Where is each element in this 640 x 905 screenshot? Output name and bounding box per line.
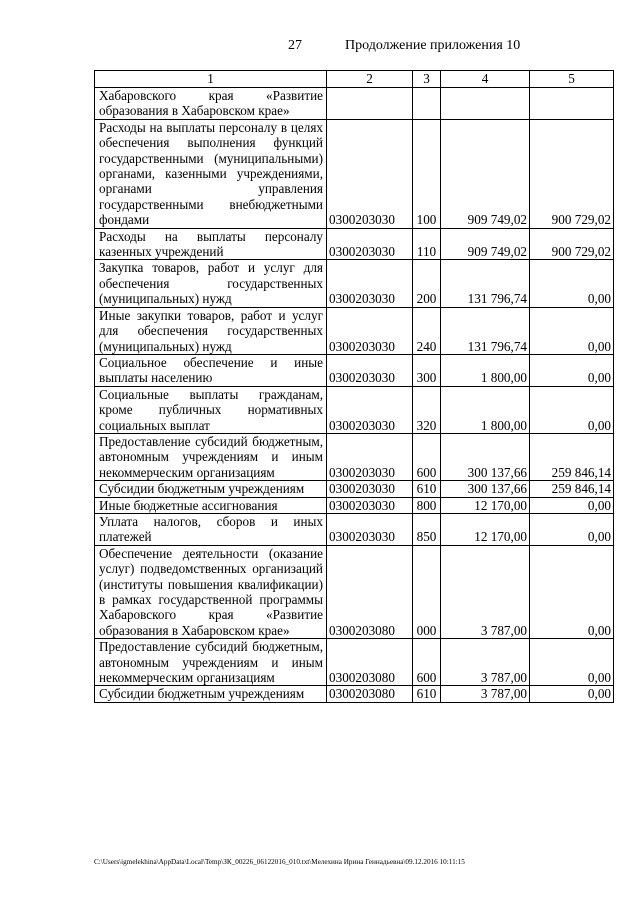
expense-type-cell: 850: [413, 513, 441, 545]
column-header: 5: [530, 71, 614, 88]
table-row: [95, 639, 614, 686]
target-code-cell: 0300203030: [327, 386, 413, 433]
row-name-cell: Субсидии бюджетным учреждениям: [95, 686, 327, 702]
table-row: [95, 260, 614, 307]
amount-cell: 0,00: [530, 686, 614, 702]
amount-cell: 0,00: [530, 386, 614, 433]
amount-cell: 1 800,00: [441, 354, 530, 386]
target-code-cell: 0300203030: [327, 497, 413, 513]
row-name-cell: Иные закупки товаров, работ и услуг для обеспечения государственных (муниципальных) нужд: [95, 307, 327, 354]
target-code-cell: [327, 88, 413, 120]
target-code-cell: 0300203030: [327, 481, 413, 497]
row-name-cell: Социальные выплаты гражданам, кроме публичных нормативных социальных выплат: [95, 386, 327, 433]
column-header: 2: [327, 71, 413, 88]
amount-cell: 131 796,74: [441, 307, 530, 354]
row-name-cell: Расходы на выплаты персоналу в целях обеспечения выполнения функций государственными (муниципальными) органами, казенными учреждениями, органами управления государственными внебюджетными фондами: [95, 119, 327, 228]
expense-type-cell: 320: [413, 386, 441, 433]
target-code-cell: 0300203030: [327, 119, 413, 228]
table-row: [95, 354, 614, 386]
target-code-cell: 0300203030: [327, 433, 413, 480]
target-code-cell: 0300203030: [327, 228, 413, 260]
table-row: [95, 545, 614, 638]
budget-table-body: [95, 71, 614, 703]
table-row: [95, 433, 614, 480]
target-code-cell: 0300203080: [327, 545, 413, 638]
amount-cell: 1 800,00: [441, 386, 530, 433]
amount-cell: 900 729,02: [530, 119, 614, 228]
row-name-cell: Расходы на выплаты персоналу казенных учреждений: [95, 228, 327, 260]
expense-type-cell: 200: [413, 260, 441, 307]
amount-cell: 259 846,14: [530, 481, 614, 497]
amount-cell: 0,00: [530, 497, 614, 513]
expense-type-cell: 610: [413, 686, 441, 702]
expense-type-cell: 110: [413, 228, 441, 260]
target-code-cell: 0300203080: [327, 639, 413, 686]
target-code-cell: 0300203030: [327, 307, 413, 354]
expense-type-cell: 600: [413, 639, 441, 686]
row-name-cell: Закупка товаров, работ и услуг для обеспечения государственных (муниципальных) нужд: [95, 260, 327, 307]
amount-cell: 909 749,02: [441, 228, 530, 260]
page-number: 27: [288, 38, 302, 53]
amount-cell: 3 787,00: [441, 639, 530, 686]
table-row: [95, 513, 614, 545]
amount-cell: 0,00: [530, 260, 614, 307]
expense-type-cell: 300: [413, 354, 441, 386]
row-name-cell: Субсидии бюджетным учреждениям: [95, 481, 327, 497]
expense-type-cell: 600: [413, 433, 441, 480]
amount-cell: 3 787,00: [441, 545, 530, 638]
expense-type-cell: 610: [413, 481, 441, 497]
target-code-cell: 0300203030: [327, 513, 413, 545]
amount-cell: 909 749,02: [441, 119, 530, 228]
amount-cell: 0,00: [530, 354, 614, 386]
target-code-cell: 0300203030: [327, 260, 413, 307]
amount-cell: [441, 88, 530, 120]
amount-cell: 0,00: [530, 639, 614, 686]
expense-type-cell: 800: [413, 497, 441, 513]
table-row: [95, 386, 614, 433]
amount-cell: 300 137,66: [441, 433, 530, 480]
table-row: [95, 481, 614, 497]
amount-cell: 0,00: [530, 513, 614, 545]
table-row: [95, 88, 614, 120]
amount-cell: 0,00: [530, 545, 614, 638]
amount-cell: 300 137,66: [441, 481, 530, 497]
table-header-row: [95, 71, 614, 88]
row-name-cell: Обеспечение деятельности (оказание услуг) подведомственных организаций (институты повышения квалификации) в рамках государственной программы Хабаровского края «Развитие образования в Хабаровском крае»: [95, 545, 327, 638]
column-header: 4: [441, 71, 530, 88]
table-row: [95, 228, 614, 260]
amount-cell: 3 787,00: [441, 686, 530, 702]
expense-type-cell: 100: [413, 119, 441, 228]
budget-table: [94, 70, 614, 703]
table-row: [95, 497, 614, 513]
row-name-cell: Уплата налогов, сборов и иных платежей: [95, 513, 327, 545]
table-row: [95, 686, 614, 702]
table-row: [95, 119, 614, 228]
row-name-cell: Хабаровского края «Развитие образования в Хабаровском крае»: [95, 88, 327, 120]
amount-cell: 900 729,02: [530, 228, 614, 260]
amount-cell: 12 170,00: [441, 497, 530, 513]
amount-cell: 12 170,00: [441, 513, 530, 545]
expense-type-cell: 240: [413, 307, 441, 354]
expense-type-cell: 000: [413, 545, 441, 638]
column-header: 3: [413, 71, 441, 88]
amount-cell: [530, 88, 614, 120]
target-code-cell: 0300203080: [327, 686, 413, 702]
row-name-cell: Предоставление субсидий бюджетным, автономным учреждениям и иным некоммерческим организациям: [95, 433, 327, 480]
target-code-cell: 0300203030: [327, 354, 413, 386]
table-row: [95, 307, 614, 354]
expense-type-cell: [413, 88, 441, 120]
row-name-cell: Иные бюджетные ассигнования: [95, 497, 327, 513]
row-name-cell: Социальное обеспечение и иные выплаты населению: [95, 354, 327, 386]
amount-cell: 259 846,14: [530, 433, 614, 480]
row-name-cell: Предоставление субсидий бюджетным, автономным учреждениям и иным некоммерческим организациям: [95, 639, 327, 686]
appendix-label: Продолжение приложения 10: [345, 38, 521, 53]
amount-cell: 0,00: [530, 307, 614, 354]
amount-cell: 131 796,74: [441, 260, 530, 307]
footer-file-path: C:\Users\igmelekhina\AppData\Local\Temp\ЗК_00226_06122016_010.txt\Мелехина Ирина Геннадьевна\09.12.2016 10:11:15: [94, 858, 465, 866]
column-header: 1: [95, 71, 327, 88]
